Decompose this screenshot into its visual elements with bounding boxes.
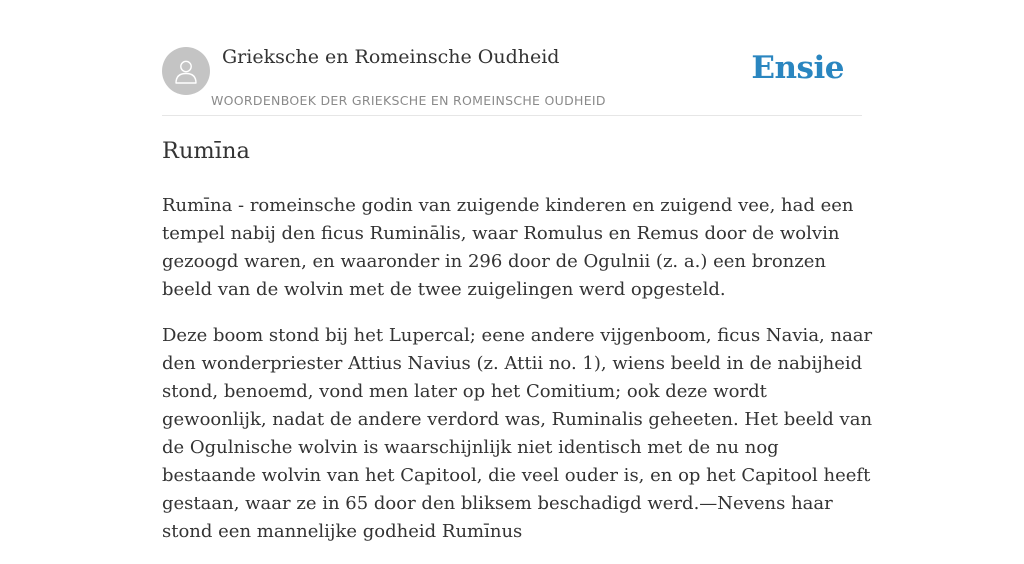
page: [162, 0, 873, 542]
avatar[interactable]: [162, 47, 210, 95]
entry-paragraph: Rumīna - romeinsche godin van zuigende kinderen en zuigend vee, had een tempel nabij den ficus Ruminālis, waar Romulus en Remus door de wolvin gezoogd waren, en waaronder in 296 door de Ogulnii (z. a.) een bronzen beeld van de wolvin met de twee zuigelingen werd opgesteld.: [162, 195, 854, 300]
user-silhouette-icon: [171, 56, 201, 86]
brand-logo[interactable]: Ensie: [751, 50, 844, 86]
site-subtitle: WOORDENBOEK DER GRIEKSCHE EN ROMEINSCHE OUDHEID: [211, 93, 606, 108]
entry-body: [162, 192, 874, 564]
entry-title: Rumīna: [162, 138, 250, 164]
header-divider: [162, 115, 862, 116]
site-name[interactable]: Grieksche en Romeinsche Oudheid: [222, 46, 560, 68]
entry-paragraph: Deze boom stond bij het Lupercal; eene andere vijgenboom, ficus Navia, naar den wonderpriester Attius Navius (z. Attii no. 1), wiens beeld in de nabijheid stond, benoemd, vond men later op het Comitium; ook deze wordt gewoonlijk, nadat de andere verdord was, Ruminalis geheeten. Het beeld van de Ogulnische wolvin is waarschijnlijk niet identisch met de nu nog bestaande wolvin van het Capitool, die veel ouder is, en op het Capitool heeft gestaan, waar ze in 65 door den bliksem beschadigd werd.—Nevens haar stond een mannelijke godheid Rumīnus: [162, 325, 873, 542]
